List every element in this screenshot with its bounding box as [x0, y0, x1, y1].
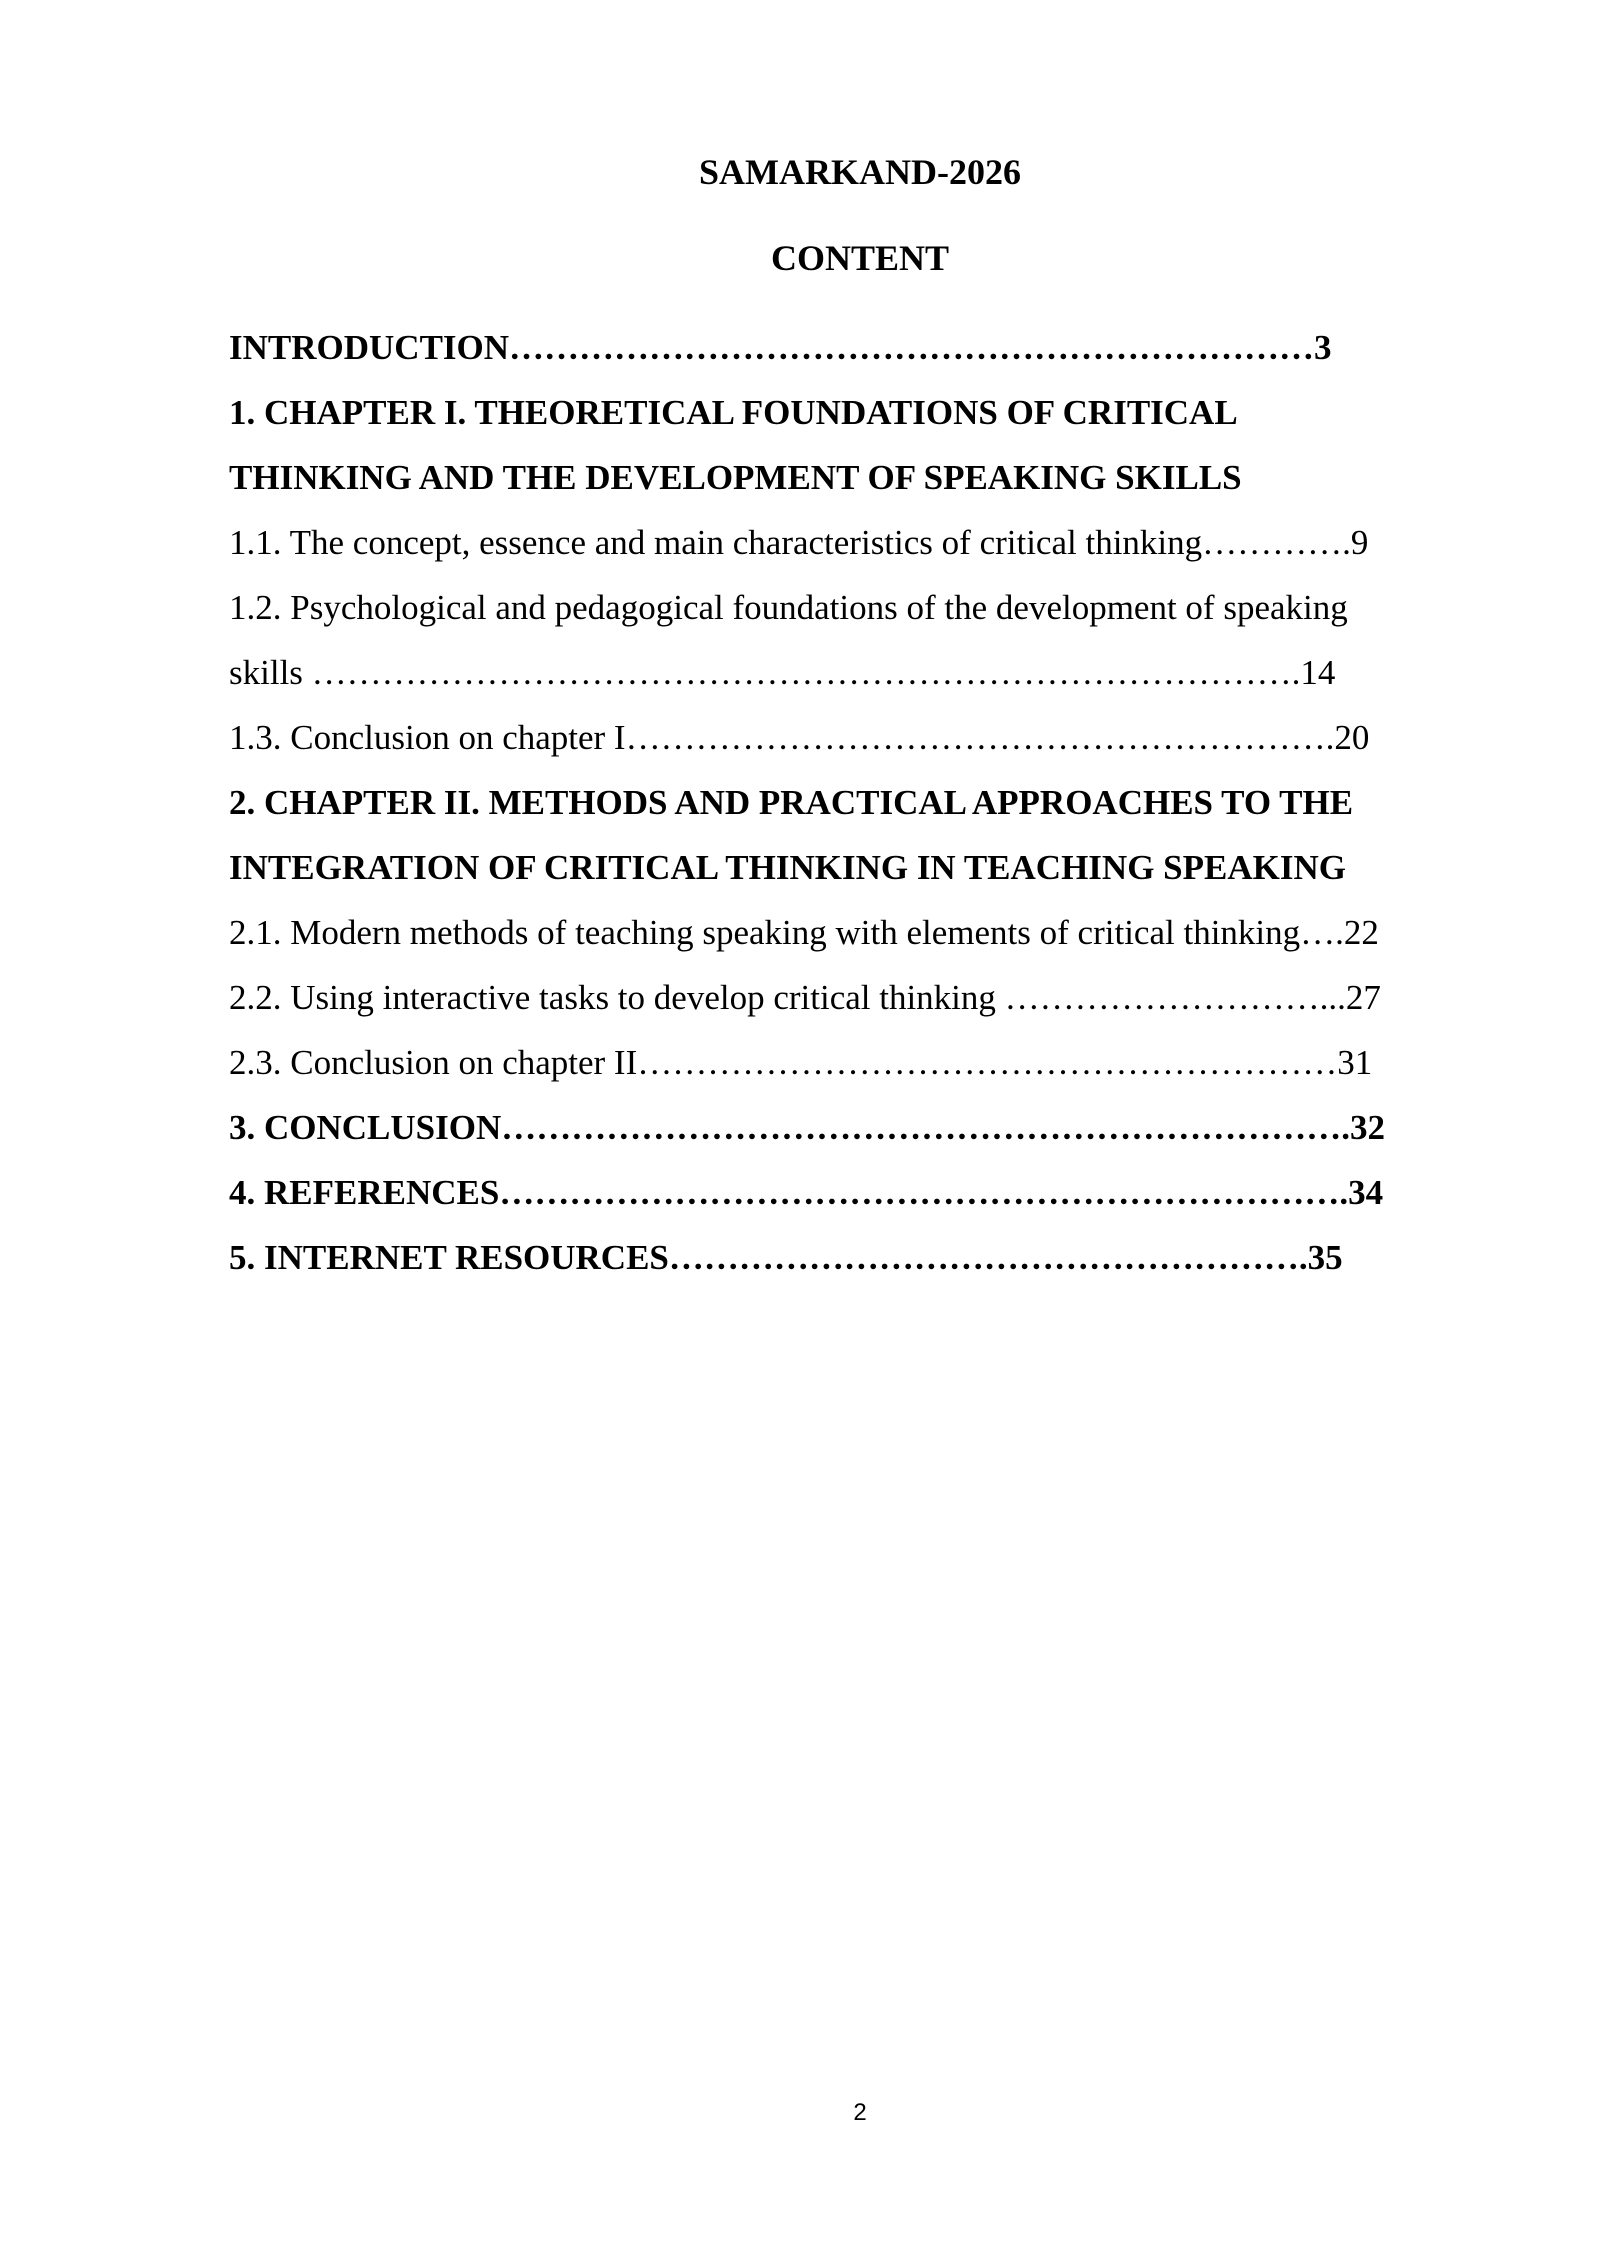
city-year-heading: SAMARKAND-2026 — [699, 152, 1021, 192]
page-number: 2 — [853, 2099, 867, 2126]
toc-entry-internet-resources: 5. INTERNET RESOURCES……………………………………………….35 — [229, 1238, 1343, 1277]
toc-entry-section-2-1: 2.1. Modern methods of teaching speaking with elements of critical thinking….22 — [229, 913, 1379, 952]
table-of-contents — [229, 323, 1479, 1298]
contents-title: CONTENT — [770, 238, 950, 278]
toc-entry-chapter-2-continued: INTEGRATION OF CRITICAL THINKING IN TEACHING SPEAKING — [229, 848, 1346, 887]
toc-entry-section-1-2: 1.2. Psychological and pedagogical foundations of the development of speaking — [229, 588, 1348, 627]
toc-entry-section-2-3: 2.3. Conclusion on chapter II……………………………………………………31 — [229, 1043, 1373, 1082]
toc-entry-section-1-3: 1.3. Conclusion on chapter I…………………………………………………….20 — [229, 718, 1370, 757]
toc-entry-section-1-2-continued: skills ………………………………………………………………………….14 — [229, 653, 1336, 692]
toc-entry-introduction: INTRODUCTION……………………………………………………………3 — [229, 328, 1332, 367]
toc-entry-section-1-1: 1.1. The concept, essence and main characteristics of critical thinking………….9 — [229, 523, 1369, 562]
toc-entry-section-2-2: 2.2. Using interactive tasks to develop critical thinking ………………………...27 — [229, 978, 1381, 1017]
toc-entry-chapter-1: 1. CHAPTER I. THEORETICAL FOUNDATIONS OF CRITICAL — [229, 393, 1238, 432]
toc-entry-references: 4. REFERENCES……………………………………………………………….34 — [229, 1173, 1384, 1212]
toc-entry-conclusion: 3. CONCLUSION……………………………………………………………….32 — [229, 1108, 1386, 1147]
toc-entry-chapter-2: 2. CHAPTER II. METHODS AND PRACTICAL APPROACHES TO THE — [229, 783, 1354, 822]
toc-entry-chapter-1-continued: THINKING AND THE DEVELOPMENT OF SPEAKING SKILLS — [229, 458, 1242, 497]
